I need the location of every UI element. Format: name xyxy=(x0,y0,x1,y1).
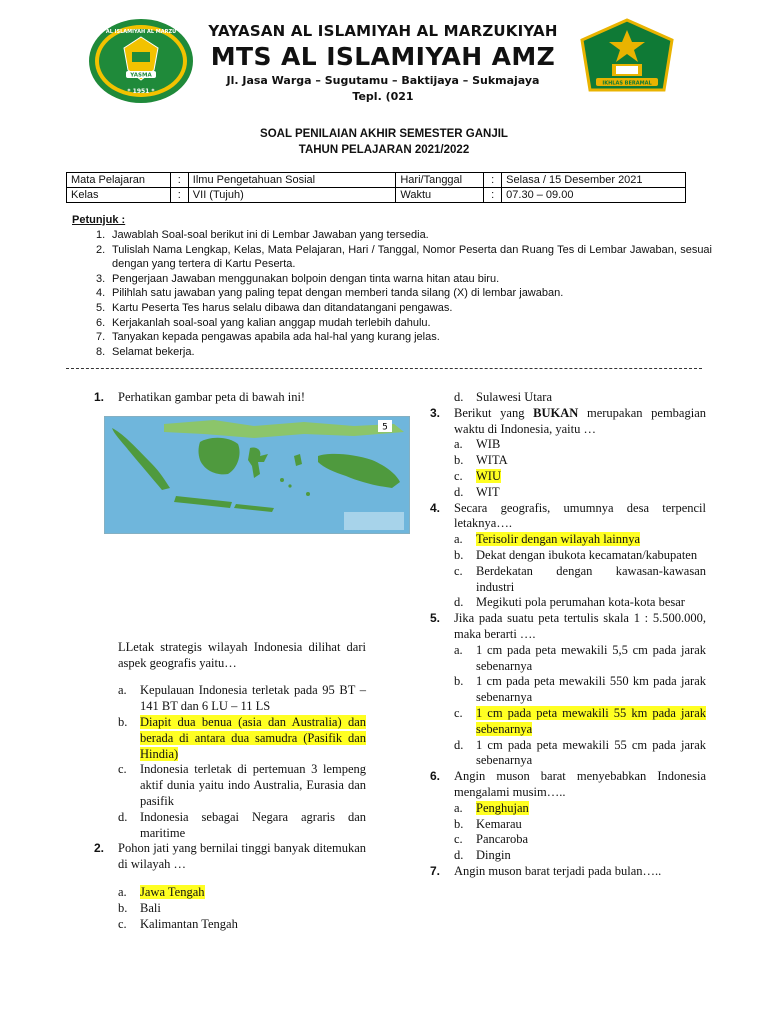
question-text-post: merupakan pembagian waktu di Indonesia, yaitu … xyxy=(454,405,707,436)
option-letter: c. xyxy=(118,916,127,931)
svg-text:YASMA: YASMA xyxy=(130,72,152,79)
svg-text:IKHLAS BERAMAL: IKHLAS BERAMAL xyxy=(602,80,652,87)
option-letter: c. xyxy=(118,762,127,777)
question-number: 5. xyxy=(430,611,441,626)
spacer xyxy=(94,671,366,683)
option-text: Pancaroba xyxy=(476,832,529,847)
instructions-title: Petunjuk : xyxy=(72,214,126,226)
school-address: Jl. Jasa Warga – Sugutamu – Baktijaya – Sukmajaya xyxy=(226,74,540,87)
option-text-highlighted: WIU xyxy=(476,468,501,483)
option-letter: b. xyxy=(118,900,128,915)
letterhead-text xyxy=(200,22,566,103)
answer-option xyxy=(430,390,706,406)
time-value: 07.30 – 09.00 xyxy=(502,188,686,203)
instruction-item xyxy=(72,330,712,345)
svg-text:AL ISLAMIYAH AL MARZU: AL ISLAMIYAH AL MARZU xyxy=(105,29,177,35)
spacer xyxy=(94,873,366,885)
spacer xyxy=(94,534,366,640)
answer-option xyxy=(430,848,706,864)
question-text: Jika pada suatu peta tertulis skala 1 : 5.500.000, maka berarti …. xyxy=(454,611,706,641)
answer-option xyxy=(430,532,706,548)
option-letter: a. xyxy=(454,800,463,815)
info-row xyxy=(67,173,686,188)
option-text: 1 cm pada peta mewakili 55 cm pada jarak sebenarnya xyxy=(476,737,706,768)
option-text-highlighted: Terisolir dengan wilayah lainnya xyxy=(476,532,641,547)
instruction-text: Selamat bekerja. xyxy=(112,345,195,358)
instruction-number: 1. xyxy=(96,229,106,241)
exam-title-line2: TAHUN PELAJARAN 2021/2022 xyxy=(298,144,470,156)
instruction-text: Jawablah Soal-soal berikut ini di Lembar Jawaban yang tersedia. xyxy=(112,229,429,241)
option-letter: b. xyxy=(454,547,464,562)
option-letter: a. xyxy=(118,683,127,698)
option-text-highlighted: Penghujan xyxy=(476,800,529,815)
option-letter: a. xyxy=(454,437,463,452)
subject-label: Mata Pelajaran xyxy=(67,173,171,188)
colon: : xyxy=(170,173,188,188)
option-letter: b. xyxy=(118,714,128,729)
class-value: VII (Tujuh) xyxy=(188,188,396,203)
answer-option xyxy=(430,595,706,611)
exam-title-line1: SOAL PENILAIAN AKHIR SEMESTER GANJIL xyxy=(260,128,508,140)
option-text: Indonesia terletak di pertemuan 3 lempeng aktif dunia yaitu indo Australia, Eurasia dan pasifik xyxy=(140,762,366,808)
instruction-number: 4. xyxy=(96,287,106,300)
svg-text:* 1951 *: * 1951 * xyxy=(127,88,155,95)
option-text: 1 cm pada peta mewakili 550 km pada jarak sebenarnya xyxy=(476,674,706,705)
instruction-number: 8. xyxy=(96,345,106,358)
answer-option xyxy=(430,548,706,564)
option-text: Berdekatan dengan kawasan-kawasan industri xyxy=(476,563,706,594)
yayasan-logo xyxy=(88,18,194,104)
instruction-text: Tulislah Nama Lengkap, Kelas, Mata Pelajaran, Hari / Tanggal, Nomor Peserta dan Ruang Tes di Lembar Jawaban, sesuai dengan yang tertera di Kartu Peserta. xyxy=(112,243,712,271)
option-text: Kepulauan Indonesia terletak pada 95 BT – 141 BT dan 6 LU – 11 LS xyxy=(140,683,366,714)
colon: : xyxy=(484,173,502,188)
answer-option xyxy=(94,762,366,809)
answer-option xyxy=(430,801,706,817)
question-number: 7. xyxy=(430,863,441,878)
option-text: Dingin xyxy=(476,848,511,863)
option-text-highlighted: Jawa Tengah xyxy=(140,884,205,899)
subject-value: Ilmu Pengetahuan Sosial xyxy=(188,173,396,188)
option-letter: b. xyxy=(454,816,464,831)
option-letter: d. xyxy=(454,595,464,610)
question-2 xyxy=(94,841,366,873)
answer-option xyxy=(430,564,706,596)
option-letter: c. xyxy=(454,832,463,847)
colon: : xyxy=(484,188,502,203)
option-letter: d. xyxy=(118,809,128,824)
question-number: 3. xyxy=(430,405,441,420)
option-letter: c. xyxy=(454,705,463,720)
option-letter: d. xyxy=(454,484,464,499)
question-3 xyxy=(430,406,706,438)
info-row xyxy=(67,188,686,203)
svg-text:5: 5 xyxy=(382,422,388,433)
option-text-highlighted: 1 cm pada peta mewakili 55 km pada jarak sebenarnya xyxy=(476,705,706,736)
instruction-item xyxy=(72,272,712,287)
option-text: Dekat dengan ibukota kecamatan/kabupaten xyxy=(476,547,698,562)
instructions xyxy=(72,214,712,359)
answer-option xyxy=(430,485,706,501)
instructions-list xyxy=(72,228,712,359)
option-letter: a. xyxy=(454,532,463,547)
answer-option xyxy=(430,453,706,469)
question-5 xyxy=(430,611,706,643)
instruction-item xyxy=(72,286,712,301)
exam-info-table xyxy=(66,172,686,203)
answer-option xyxy=(430,738,706,770)
option-letter: c. xyxy=(454,563,463,578)
question-text: Secara geografis, umumnya desa terpencil letaknya…. xyxy=(454,500,706,531)
option-text: Kemarau xyxy=(476,816,522,831)
answer-option xyxy=(430,706,706,738)
option-text: Sulawesi Utara xyxy=(476,390,553,404)
option-text: Bali xyxy=(140,900,161,915)
question-7 xyxy=(430,864,706,880)
instruction-number: 6. xyxy=(96,316,106,329)
answer-option xyxy=(430,674,706,706)
question-4 xyxy=(430,501,706,533)
instruction-number: 3. xyxy=(96,272,106,285)
instruction-number: 5. xyxy=(96,301,106,314)
answer-option xyxy=(430,469,706,485)
question-1 xyxy=(94,390,366,406)
day-value: Selasa / 15 Desember 2021 xyxy=(502,173,686,188)
option-letter: b. xyxy=(454,674,464,689)
question-text: Angin muson barat terjadi pada bulan….. xyxy=(454,863,662,878)
question-text: Angin muson barat menyebabkan Indonesia mengalami musim….. xyxy=(454,769,706,799)
instruction-item xyxy=(72,228,712,243)
answer-option xyxy=(94,810,366,842)
questions-left-column xyxy=(94,390,388,932)
option-letter: d. xyxy=(454,390,464,404)
letterhead xyxy=(0,0,768,112)
question-text: Pohon jati yang bernilai tinggi banyak ditemukan di wilayah … xyxy=(118,841,366,872)
answer-option xyxy=(94,885,366,901)
option-letter: d. xyxy=(454,737,464,752)
instruction-text: Kartu Peserta Tes harus selalu dibawa dan ditandatangani pengawas. xyxy=(112,301,453,314)
instruction-item xyxy=(72,316,712,331)
answer-option xyxy=(430,832,706,848)
dashed-divider xyxy=(66,368,702,369)
instruction-text: Kerjakanlah soal-soal yang kalian anggap mudah terlebih dahulu. xyxy=(112,316,431,329)
answer-option xyxy=(430,817,706,833)
instruction-item xyxy=(72,243,712,272)
school-phone: Tepl. (021 xyxy=(352,90,414,103)
option-text: 1 cm pada peta mewakili 5,5 cm pada jarak sebenarnya xyxy=(476,642,706,673)
option-text: WIB xyxy=(476,437,501,452)
school-name: MTS AL ISLAMIYAH AMZ xyxy=(210,42,556,71)
question-1-lead: LLetak strategis wilayah Indonesia dilihat dari aspek geografis yaitu… xyxy=(118,639,366,670)
instruction-text: Pilihlah satu jawaban yang paling tepat dengan memberi tanda silang (X) di lembar jawaban. xyxy=(112,287,564,300)
answer-option xyxy=(94,715,366,762)
option-letter: a. xyxy=(118,884,127,899)
instruction-item xyxy=(72,345,712,360)
answer-option xyxy=(94,917,366,933)
option-letter: b. xyxy=(454,453,464,468)
questions-right-column xyxy=(430,390,706,880)
option-letter: c. xyxy=(454,468,463,483)
question-text-pre: Berikut yang xyxy=(454,405,534,420)
option-text-highlighted: Diapit dua benua (asia dan Australia) dan berada di antara dua samudra (Pasifik dan Hindia) xyxy=(140,714,366,761)
question-6 xyxy=(430,769,706,801)
question-text: Perhatikan gambar peta di bawah ini! xyxy=(118,390,306,404)
option-text: Indonesia sebagai Negara agraris dan maritime xyxy=(140,809,366,840)
instruction-item xyxy=(72,301,712,316)
option-text: Megikuti pola perumahan kota-kota besar xyxy=(476,595,685,610)
instruction-text: Tanyakan kepada pengawas apabila ada hal-hal yang kurang jelas. xyxy=(112,331,440,344)
option-text: WIT xyxy=(476,484,500,499)
question-number: 4. xyxy=(430,500,441,515)
option-letter: a. xyxy=(454,642,463,657)
kemenag-logo xyxy=(576,18,678,100)
answer-option xyxy=(94,901,366,917)
option-letter: d. xyxy=(454,848,464,863)
option-text: WITA xyxy=(476,453,508,468)
option-text: Kalimantan Tengah xyxy=(140,916,238,931)
question-number: 6. xyxy=(430,769,441,784)
answer-option xyxy=(430,643,706,675)
exam-title xyxy=(0,126,768,158)
colon: : xyxy=(170,188,188,203)
instruction-number: 2. xyxy=(96,243,106,256)
foundation-name: YAYASAN AL ISLAMIYAH AL MARZUKIYAH xyxy=(208,22,558,40)
answer-option xyxy=(94,683,366,715)
question-number: 1. xyxy=(94,390,105,404)
question-text-emphasis: BUKAN xyxy=(533,405,579,420)
question-number: 2. xyxy=(94,841,105,856)
instruction-number: 7. xyxy=(96,331,106,344)
indonesia-map-image xyxy=(104,416,410,534)
answer-option xyxy=(430,437,706,453)
day-label: Hari/Tanggal xyxy=(396,173,484,188)
class-label: Kelas xyxy=(67,188,171,203)
time-label: Waktu xyxy=(396,188,484,203)
instruction-text: Pengerjaan Jawaban menggunakan bolpoin dengan tinta warna hitan atau biru. xyxy=(112,272,500,285)
